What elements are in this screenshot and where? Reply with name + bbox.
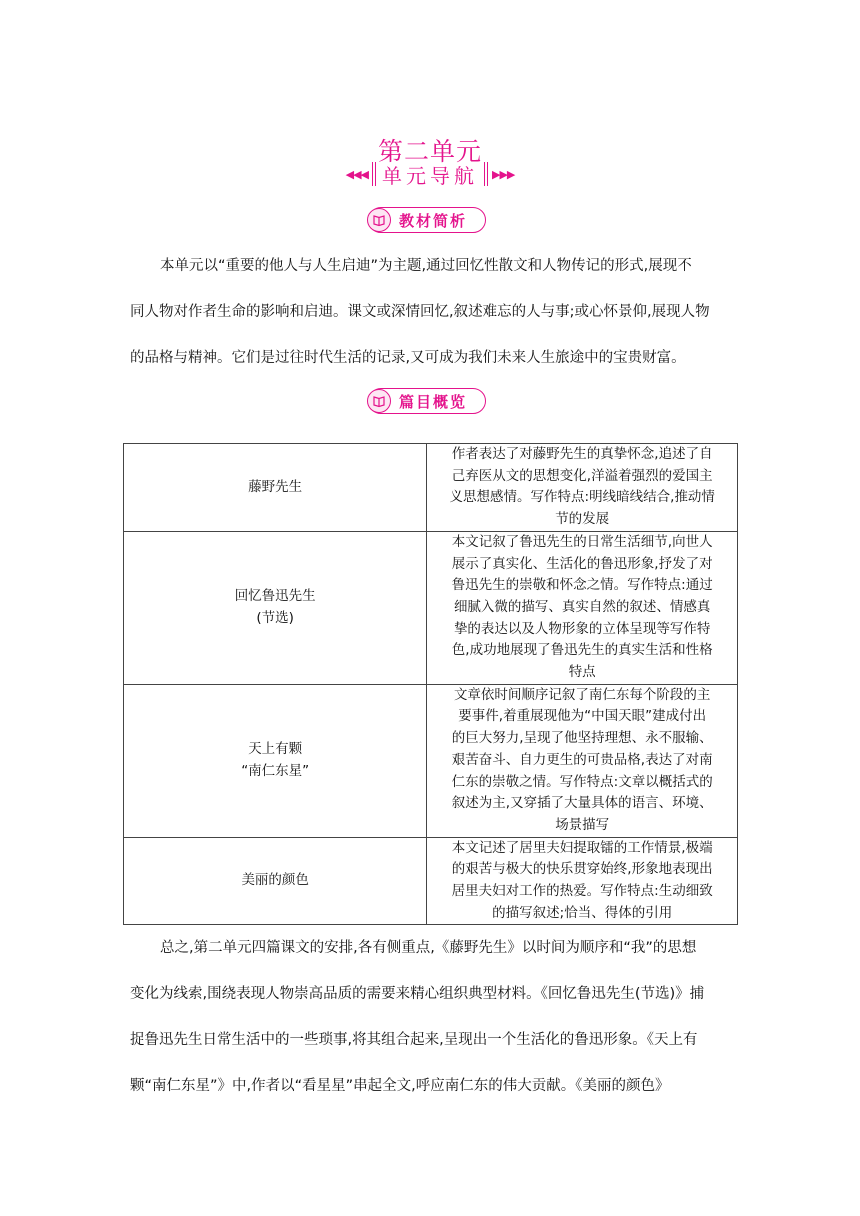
lesson-description [427, 684, 738, 837]
desc-line: 要事件,着重展现他为“中国天眼”建成付出 [458, 708, 707, 725]
desc-line: 叙述为主,又穿插了大量具体的语言、环境、 [451, 795, 713, 812]
desc-line: 细腻入微的描写、真实自然的叙述、情感真 [453, 598, 711, 615]
lesson-description [427, 444, 738, 532]
text-line: 变化为线索,围绕表现人物崇高品质的需要来精心组织典型材料。《回忆鲁迅先生(节选)》捕 [130, 986, 705, 1002]
lesson-description [427, 837, 738, 925]
divider [484, 162, 488, 186]
table-row [124, 684, 738, 837]
desc-line: 仁东的崇敬之情。写作特点:文章以概括式的 [451, 773, 713, 790]
text-line: 颗“南仁东星”》中,作者以“看星星”串起全文,呼应南仁东的伟大贡献。《美丽的颜色》 [130, 1078, 670, 1094]
lesson-table [123, 443, 738, 925]
section-label: 教材简析 [399, 211, 468, 230]
desc-line: 挚的表达以及人物形象的立体呈现等写作特 [453, 620, 711, 637]
lesson-title [124, 684, 427, 837]
section-tag-overview [368, 388, 486, 414]
left-arrows-icon: ◀◀◀ [345, 167, 368, 181]
intro-paragraph [130, 243, 730, 381]
table-row [124, 837, 738, 925]
desc-line: 的描写叙述;恰当、得体的引用 [492, 904, 673, 921]
text-line: 同人物对作者生命的影响和启迪。课文或深情回忆,叙述难忘的人与事;或心怀景仰,展现人物 [130, 304, 710, 320]
desc-line: 文章依时间顺序记叙了南仁东每个阶段的主 [453, 686, 711, 703]
table-row [124, 531, 738, 684]
book-icon [367, 208, 391, 232]
desc-line: 鲁迅先生的崇敬和怀念之情。写作特点:通过 [451, 577, 713, 594]
divider [372, 162, 376, 186]
desc-line: 特点 [568, 664, 596, 681]
desc-line: 作者表达了对藤野先生的真挚怀念,追述了自 [451, 446, 713, 462]
desc-line: 的巨大努力,呈现了他坚持理想、永不服输、 [451, 730, 713, 747]
lesson-title [124, 837, 427, 925]
lesson-title-line: 美丽的颜色 [241, 872, 309, 889]
desc-line: 色,成功地展现了鲁迅先生的真实生活和性格 [451, 642, 713, 659]
right-arrows-icon: ▶▶▶ [492, 167, 515, 181]
desc-line: 展示了真实化、生活化的鲁迅形象,抒发了对 [451, 555, 713, 572]
lesson-title [124, 531, 427, 684]
desc-line: 场景描写 [555, 816, 610, 833]
book-icon [367, 389, 391, 413]
lesson-title-line: “南仁东星” [241, 762, 310, 779]
text-line: 捉鲁迅先生日常生活中的一些琐事,将其组合起来,呈现出一个生活化的鲁迅形象。《天上有 [130, 1032, 698, 1048]
section-tag-textbook [368, 207, 486, 233]
unit-title: 第二单元 [377, 136, 482, 166]
desc-line: 本文记述了居里夫妇提取镭的工作情景,极端 [451, 839, 713, 856]
desc-line: 义思想感情。写作特点:明线暗线结合,推动情 [449, 489, 715, 506]
table-row [124, 444, 738, 532]
lesson-title-line: 回忆鲁迅先生 [234, 588, 316, 605]
text-line: 总之,第二单元四篇课文的安排,各有侧重点,《藤野先生》以时间为顺序和“我”的思想 [160, 940, 697, 956]
desc-line: 艰苦奋斗、自力更生的可贵品格,表达了对南 [451, 751, 713, 768]
nav-banner-label: 单元导航 [382, 163, 478, 188]
lesson-title-line: 藤野先生 [248, 478, 303, 495]
section-label: 篇目概览 [399, 392, 468, 411]
unit-nav-banner [0, 158, 860, 190]
desc-line: 居里夫妇对工作的热爱。写作特点:生动细致 [451, 883, 713, 900]
text-line: 的品格与精神。它们是过往时代生活的记录,又可成为我们未来人生旅途中的宝贵财富。 [130, 350, 686, 366]
lesson-title [124, 444, 427, 532]
lesson-title-line: (节选) [256, 609, 294, 626]
text-line: 本单元以“重要的他人与人生启迪”为主题,通过回忆性散文和人物传记的形式,展现不 [160, 258, 692, 274]
desc-line: 本文记叙了鲁迅先生的日常生活细节,向世人 [451, 533, 713, 550]
desc-line: 节的发展 [555, 511, 610, 528]
desc-line: 己弃医从文的思想变化,洋溢着强烈的爱国主 [451, 467, 713, 484]
desc-line: 的艰苦与极大的快乐贯穿始终,形象地表现出 [451, 861, 713, 878]
lesson-description [427, 531, 738, 684]
summary-paragraph [130, 925, 730, 1109]
lesson-title-line: 天上有颗 [248, 740, 303, 757]
